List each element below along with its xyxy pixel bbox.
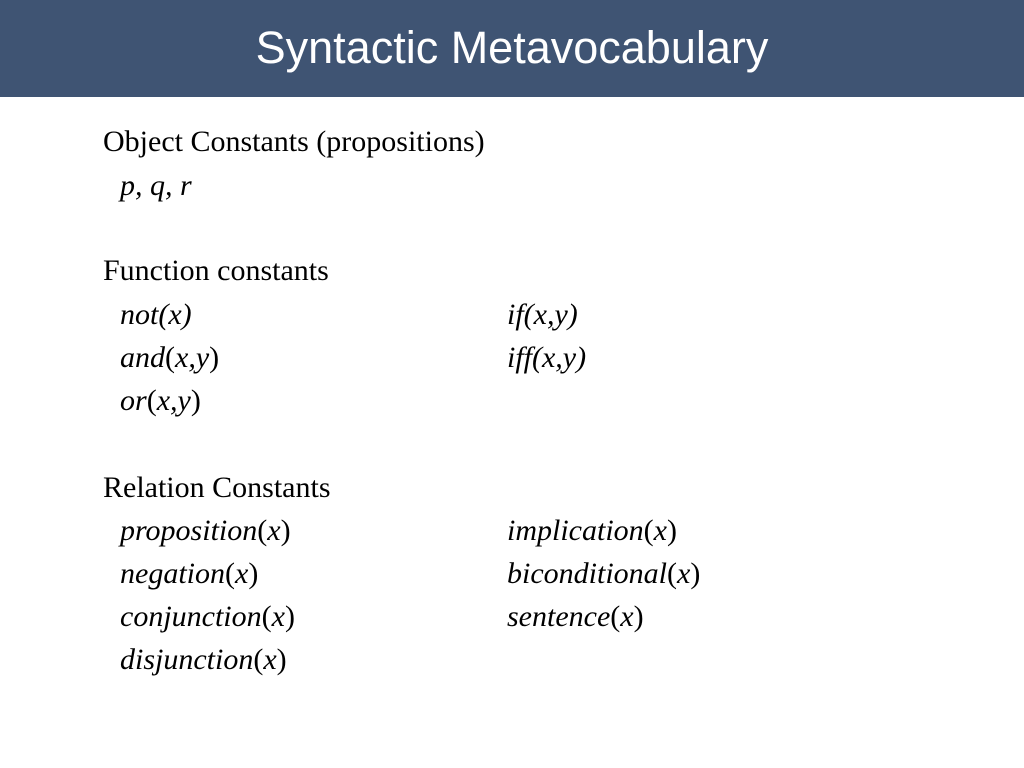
relation-name: sentence [507,600,611,633]
relation-name: conjunction [120,600,262,633]
relation-args [667,557,700,590]
paren-open: ( [610,600,621,633]
paren-open: ( [146,384,157,417]
paren-open: ( [225,557,235,590]
args-var: x [263,643,277,676]
paren-close: ) [280,514,291,547]
object-constants-list: p, q, r [120,169,192,202]
relation-args [253,643,286,676]
slide-title: Syntactic Metavocabulary [255,22,769,73]
function-and-args [165,341,219,374]
args-var: x [235,557,249,590]
args-var: x [677,557,691,590]
paren-close: ) [633,600,644,633]
relation-args [644,514,677,547]
object-constants-heading: Object Constants (propositions) [103,125,485,158]
relation-args [610,600,643,633]
function-or-name: or [120,384,147,417]
function-not [120,294,192,336]
paren-open: ( [253,643,264,676]
function-or-args [147,384,201,417]
relation-implication [507,510,677,552]
function-and-name: and [120,341,165,374]
relation-args [257,514,290,547]
args-var: x [620,600,634,633]
paren-open: ( [643,514,654,547]
function-or [120,380,201,422]
function-iff: iff(x,y) [507,341,587,374]
function-if: if(x,y) [507,298,578,331]
relation-disjunction [120,639,287,681]
relation-name: implication [507,514,644,547]
relation-proposition [120,510,291,552]
paren-close: ) [690,557,701,590]
paren-close: ) [666,514,677,547]
paren-open: ( [667,557,677,590]
args-var: x [271,600,285,633]
relation-negation [120,553,258,595]
paren-close: ) [209,341,220,374]
relation-biconditional [507,553,700,595]
relation-name: proposition [120,514,258,547]
paren-close: ) [190,384,201,417]
relation-name: disjunction [120,643,254,676]
relation-constants-heading: Relation Constants [103,471,331,504]
args-vars: x,y [156,384,191,417]
paren-close: ) [248,557,259,590]
function-and [120,337,219,379]
paren-close: ) [284,600,295,633]
relation-args [262,600,295,633]
paren-close: ) [276,643,287,676]
relation-name: biconditional [507,557,667,590]
paren-open: ( [165,341,175,374]
relation-sentence [507,596,644,638]
args-var: x [653,514,667,547]
relation-args [225,557,258,590]
relation-conjunction [120,596,295,638]
args-var: x [267,514,281,547]
paren-open: ( [261,600,272,633]
relation-name: negation [120,557,225,590]
function-not-text: not(x) [120,298,192,331]
paren-open: ( [257,514,268,547]
args-vars: x,y [175,341,210,374]
function-constants-heading: Function constants [103,254,329,287]
